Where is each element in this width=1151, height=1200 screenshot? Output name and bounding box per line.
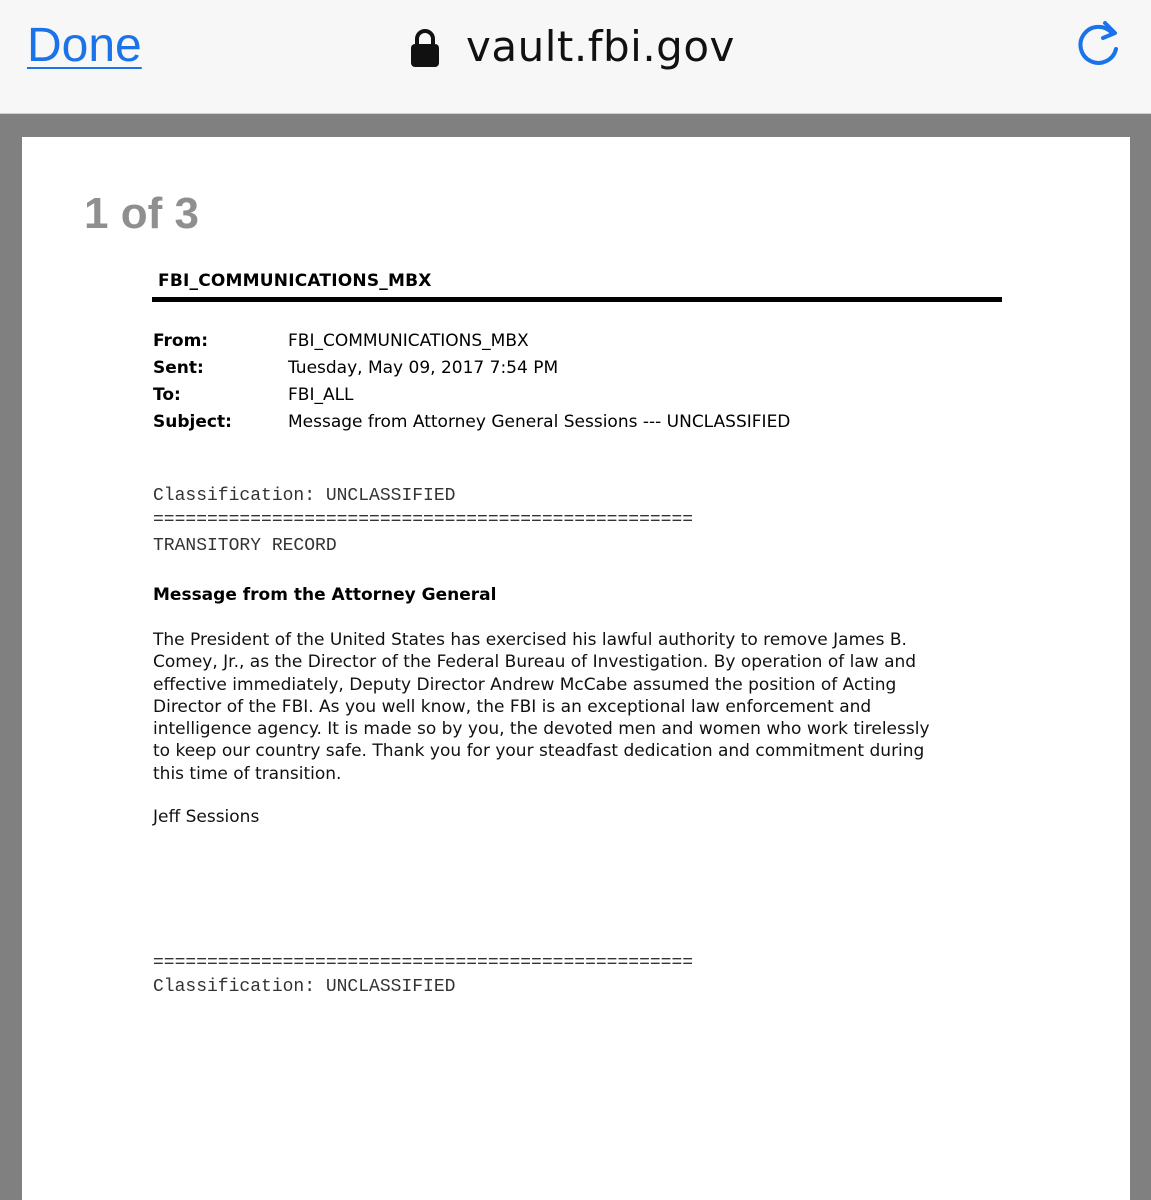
header-value: Message from Attorney General Sessions --- UNCLASSIFIED: [288, 412, 791, 432]
title-rule: [152, 297, 1002, 302]
header-value: FBI_COMMUNICATIONS_MBX: [288, 331, 529, 351]
browser-toolbar: [0, 0, 1151, 114]
header-label: Sent:: [153, 358, 204, 378]
body-line: Director of the FBI. As you well know, the FBI is an exceptional law enforcement and: [153, 696, 872, 717]
reload-icon[interactable]: [1072, 19, 1124, 71]
separator-top: ==================================================: [153, 510, 694, 530]
address-bar[interactable]: [410, 18, 735, 74]
header-label: Subject:: [153, 412, 232, 432]
record-type: TRANSITORY RECORD: [153, 536, 337, 556]
message-heading: Message from the Attorney General: [153, 585, 497, 605]
message-body: [153, 629, 1013, 785]
classification-bottom: Classification: UNCLASSIFIED: [153, 977, 456, 997]
header-label: From:: [153, 331, 209, 351]
page-counter: 1 of 3: [84, 189, 199, 238]
done-button[interactable]: Done: [27, 19, 142, 72]
separator-bottom: ==================================================: [153, 953, 694, 973]
signature: Jeff Sessions: [153, 807, 260, 827]
body-line: this time of transition.: [153, 763, 342, 784]
lock-icon: [410, 28, 440, 68]
body-line: to keep our country safe. Thank you for your steadfast dedication and commitment during: [153, 741, 925, 762]
header-value: Tuesday, May 09, 2017 7:54 PM: [288, 358, 559, 378]
body-line: effective immediately, Deputy Director Andrew McCabe assumed the position of Acting: [153, 674, 897, 695]
mailbox-title: FBI_COMMUNICATIONS_MBX: [158, 271, 432, 291]
body-line: The President of the United States has exercised his lawful authority to remove James B.: [153, 630, 907, 650]
document-page: [22, 137, 1130, 1200]
header-value: FBI_ALL: [288, 385, 354, 405]
body-line: intelligence agency. It is made so by you, the devoted men and women who work tirelessly: [153, 719, 930, 740]
classification-top: Classification: UNCLASSIFIED: [153, 486, 456, 506]
header-label: To:: [153, 385, 181, 405]
body-line: Comey, Jr., as the Director of the Federal Bureau of Investigation. By operation of law and: [153, 652, 917, 673]
url-text: vault.fbi.gov: [466, 21, 735, 71]
